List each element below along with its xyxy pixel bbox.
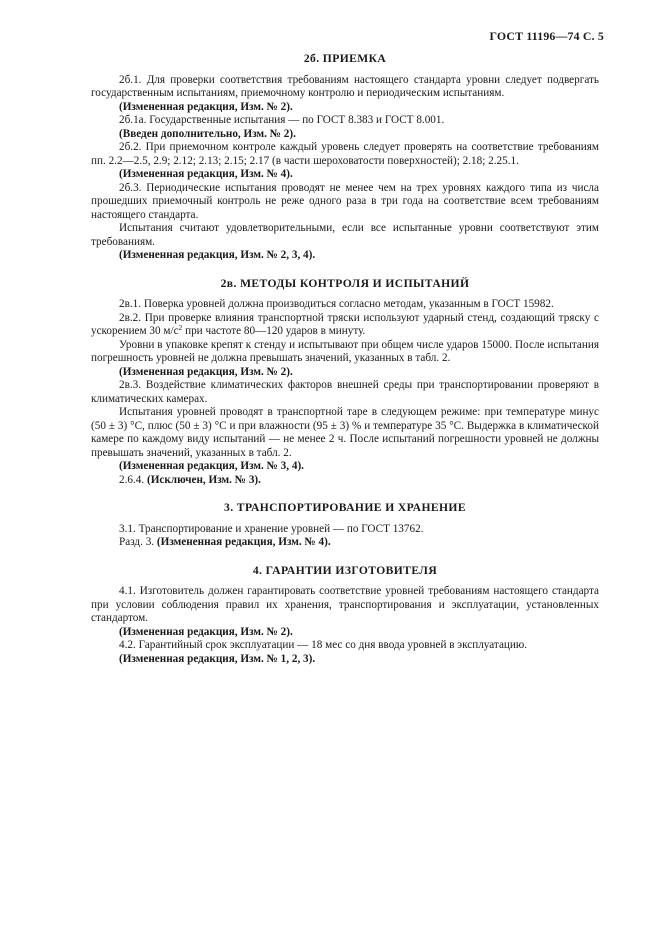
section-test-methods (91, 277, 599, 488)
amendment-note: (Измененная редакция, Изм. № 4). (156, 536, 331, 548)
section-title: 3. ТРАНСПОРТИРОВАНИЕ И ХРАНЕНИЕ (224, 501, 466, 514)
superscript: 2 (178, 323, 183, 332)
paragraph: 2б.2. При приемочном контроле каждый уровень следует проверять на соответствие требованиям пп. 2.2—2.5, 2.9; 2.12; 2.13; 2.15; 2.17 (в части шероховатости поверхностей); 2.18; 2.25.1. (91, 141, 599, 167)
paragraph: 2в.3. Воздействие климатических факторов внешней среды при транспортировании проверяют в климатических камерах. (91, 379, 599, 405)
section-title: 4. ГАРАНТИИ ИЗГОТОВИТЕЛЯ (252, 563, 438, 577)
amendment-note: (Измененная редакция, Изм. № 4). (119, 168, 293, 180)
paragraph: 2в.1. Поверка уровней должна производиться согласно методам, указанным в ГОСТ 15982. (119, 298, 554, 310)
amendment-note: (Измененная редакция, Изм. № 2). (119, 100, 293, 113)
paragraph: 2б.1. Для проверки соответствия требованиям настоящего стандарта уровни следует подвергать государственным испытаниям, приемочному контролю и периодическим испытаниям. (91, 73, 599, 99)
amendment-note: (Измененная редакция, Изм. № 3, 4). (119, 460, 304, 472)
paragraph: 4.1. Изготовитель должен гарантировать соответствие уровней требованиям настоящего стандарта при условии соблюдения правил их хранения, транспортирования и эксплуатации, установленных стандартом. (91, 585, 599, 624)
paragraph: Испытания считают удовлетворительными, если все испытанные уровни соответствуют этим требованиям. (91, 222, 599, 248)
amendment-note: (Исключен, Изм. № 3). (146, 473, 261, 486)
section-title: 2в. МЕТОДЫ КОНТРОЛЯ И ИСПЫТАНИЙ (220, 276, 470, 290)
amendment-note: (Измененная редакция, Изм. № 2, 3, 4). (119, 249, 316, 261)
paragraph: 3.1. Транспортирование и хранение уровней — по ГОСТ 13762. (119, 522, 424, 535)
paragraph: 2б.3. Периодические испытания проводят не менее чем на трех уровнях каждого типа из числа прошедших приемочный контроль не реже одного раза в три года на соответствие всем требованиям настоящего стандарта. (91, 181, 599, 221)
section-transport-storage (91, 501, 599, 550)
paragraph: 2б.1а. Государственные испытания — по ГОСТ 8.383 и ГОСТ 8.001. (119, 114, 445, 126)
paragraph: Испытания уровней проводят в транспортной таре в следующем режиме: при температуре минус (50 ± 3) °С, плюс (50 ± 3) °С и при влажности (95 ± 3) % и температуре 35 °С. Выдержка в климатической камере по каждому виду испытаний — не менее 2 ч. После испытаний погрешности уровней не должны превышать значений, указанных в табл. 2. (91, 406, 599, 459)
paragraph-text: при частоте 80—120 ударов в минуту. (182, 325, 366, 337)
paragraph: 4.2. Гарантийный срок эксплуатации — 18 мес со дня ввода уровней в эксплуатацию. (119, 639, 528, 651)
paragraph-text: 2в.2. При проверке влияния транспортной тряски используют ударный стенд, создающий тряску с ускорением 30 м/с (91, 311, 599, 337)
amendment-note: (Измененная редакция, Изм. № 2). (119, 625, 293, 638)
amendment-note: (Измененная редакция, Изм. № 2). (119, 365, 293, 378)
amendment-note: (Введен дополнительно, Изм. № 2). (119, 127, 296, 140)
clause-number: Разд. 3. (119, 536, 157, 548)
clause-number: 2.6.4. (119, 473, 147, 486)
amendment-note: (Измененная редакция, Изм. № 1, 2, 3). (119, 652, 316, 665)
section-warranty (91, 564, 599, 667)
page-header: ГОСТ 11196—74 С. 5 (489, 29, 604, 43)
paragraph: Уровни в упаковке крепят к стенду и испытывают при общем числе ударов 15000. После испытания погрешность уровней не должна превышать значений, указанных в табл. 2. (91, 338, 599, 364)
section-acceptance (91, 52, 599, 263)
section-title: 2б. ПРИЕМКА (303, 52, 387, 65)
paragraph (91, 536, 599, 550)
paragraph (91, 312, 599, 339)
document-body (91, 52, 599, 666)
paragraph (91, 474, 599, 488)
